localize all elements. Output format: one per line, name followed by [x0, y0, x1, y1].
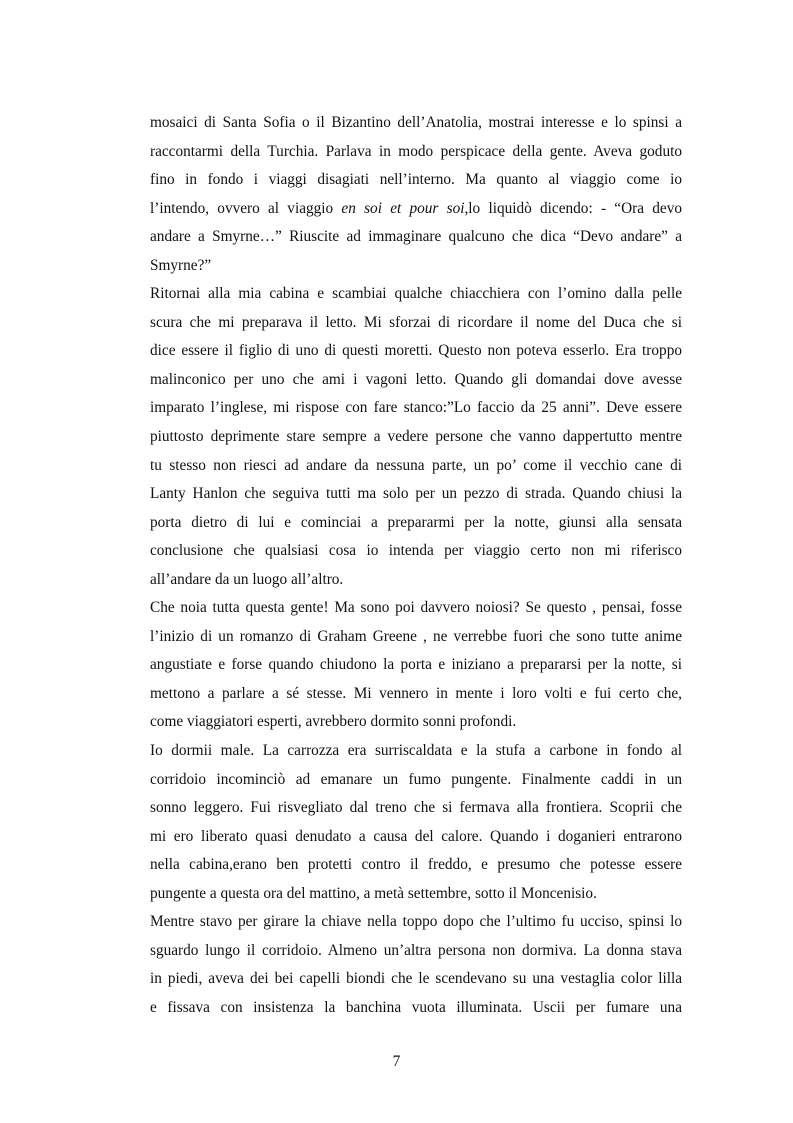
text-line: Lanty Hanlon che seguiva tutti ma solo per un pezzo di strada. Quando chiusi la	[150, 485, 682, 503]
text-line: mosaici di Santa Sofia o il Bizantino dell’Anatolia, mostrai interesse e lo spinsi a	[150, 114, 682, 131]
text-line: e fissava con insistenza la banchina vuota illuminata. Uscii per fumare una	[150, 998, 682, 1016]
text-line: in piedi, aveva dei bei capelli biondi che le scendevano su una vestaglia color lilla	[150, 970, 682, 988]
text-line: mettono a parlare a sé stesse. Mi vennero in mente i loro volti e fui certo che,	[150, 684, 682, 702]
text-line: imparato l’inglese, mi rispose con fare stanco:”Lo faccio da 25 anni”. Deve essere	[150, 399, 682, 417]
text-line: sonno leggero. Fui risvegliato dal treno che si fermava alla frontiera. Scoprii che	[150, 799, 682, 817]
text-line	[150, 195, 682, 224]
page-number: 7	[392, 1053, 401, 1070]
text-line: andare a Smyrne…” Riuscite ad immaginare qualcuno che dica “Devo andare” a	[150, 228, 682, 246]
text-line: porta dietro di lui e cominciai a prepararmi per la notte, giunsi alla sensata	[150, 513, 682, 531]
text-line: fino in fondo i viaggi disagiati nell’interno. Ma quanto al viaggio come io	[150, 171, 682, 189]
text-line: malinconico per uno che ami i vagoni letto. Quando gli domandai dove avesse	[150, 370, 682, 388]
text-line: conclusione che qualsiasi cosa io intenda per viaggio certo non mi riferisco	[150, 542, 682, 560]
italic-phrase: en soi et pour soi	[341, 199, 465, 217]
text-line: nella cabina,erano ben protetti contro il freddo, e presumo che potesse essere	[150, 856, 682, 874]
text-line: pungente a questa ora del mattino, a metà settembre, sotto il Moncenisio.	[150, 884, 597, 902]
text-line: come viaggiatori esperti, avrebbero dormito sonni profondi.	[150, 713, 517, 731]
text-line: l’inizio di un romanzo di Graham Greene , ne verrebbe fuori che sono tutte anime	[150, 627, 682, 645]
text-segment: ,lo liquidò dicendo: - “Ora devo	[464, 199, 682, 217]
text-line: Mentre stavo per girare la chiave nella toppo dopo che l’ultimo fu ucciso, spinsi lo	[150, 913, 682, 931]
text-segment: l’intendo, ovvero al viaggio	[150, 199, 342, 217]
text-line: Io dormii male. La carrozza era surriscaldata e la stufa a carbone in fondo al	[150, 742, 682, 760]
text-line: dice essere il figlio di uno di questi moretti. Questo non poteva esserlo. Era troppo	[150, 342, 682, 360]
text-line: raccontarmi della Turchia. Parlava in modo perspicace della gente. Aveva goduto	[150, 142, 682, 160]
text-line: scura che mi preparava il letto. Mi sforzai di ricordare il nome del Duca che si	[150, 313, 682, 331]
text-line: mi ero liberato quasi denudato a causa del calore. Quando i doganieri entrarono	[150, 827, 682, 845]
text-line: Che noia tutta questa gente! Ma sono poi davvero noiosi? Se questo , pensai, fosse	[150, 599, 682, 617]
text-line: Ritornai alla mia cabina e scambiai qualche chiacchiera con l’omino dalla pelle	[150, 285, 682, 303]
text-line: sguardo lungo il corridoio. Almeno un’altra persona non dormiva. La donna stava	[150, 941, 682, 959]
text-line: corridoio incominciò ad emanare un fumo pungente. Finalmente caddi in un	[150, 770, 682, 788]
body-text	[150, 109, 682, 1023]
text-line: all’andare da un luogo all’altro.	[150, 570, 344, 588]
text-line: Smyrne?”	[150, 256, 212, 274]
text-line: tu stesso non riesci ad andare da nessuna parte, un po’ come il vecchio cane di	[150, 456, 682, 474]
text-line: piuttosto deprimente stare sempre a vedere persone che vanno dappertutto mentre	[150, 428, 682, 446]
text-line: angustiate e forse quando chiudono la porta e iniziano a prepararsi per la notte, si	[150, 656, 682, 674]
